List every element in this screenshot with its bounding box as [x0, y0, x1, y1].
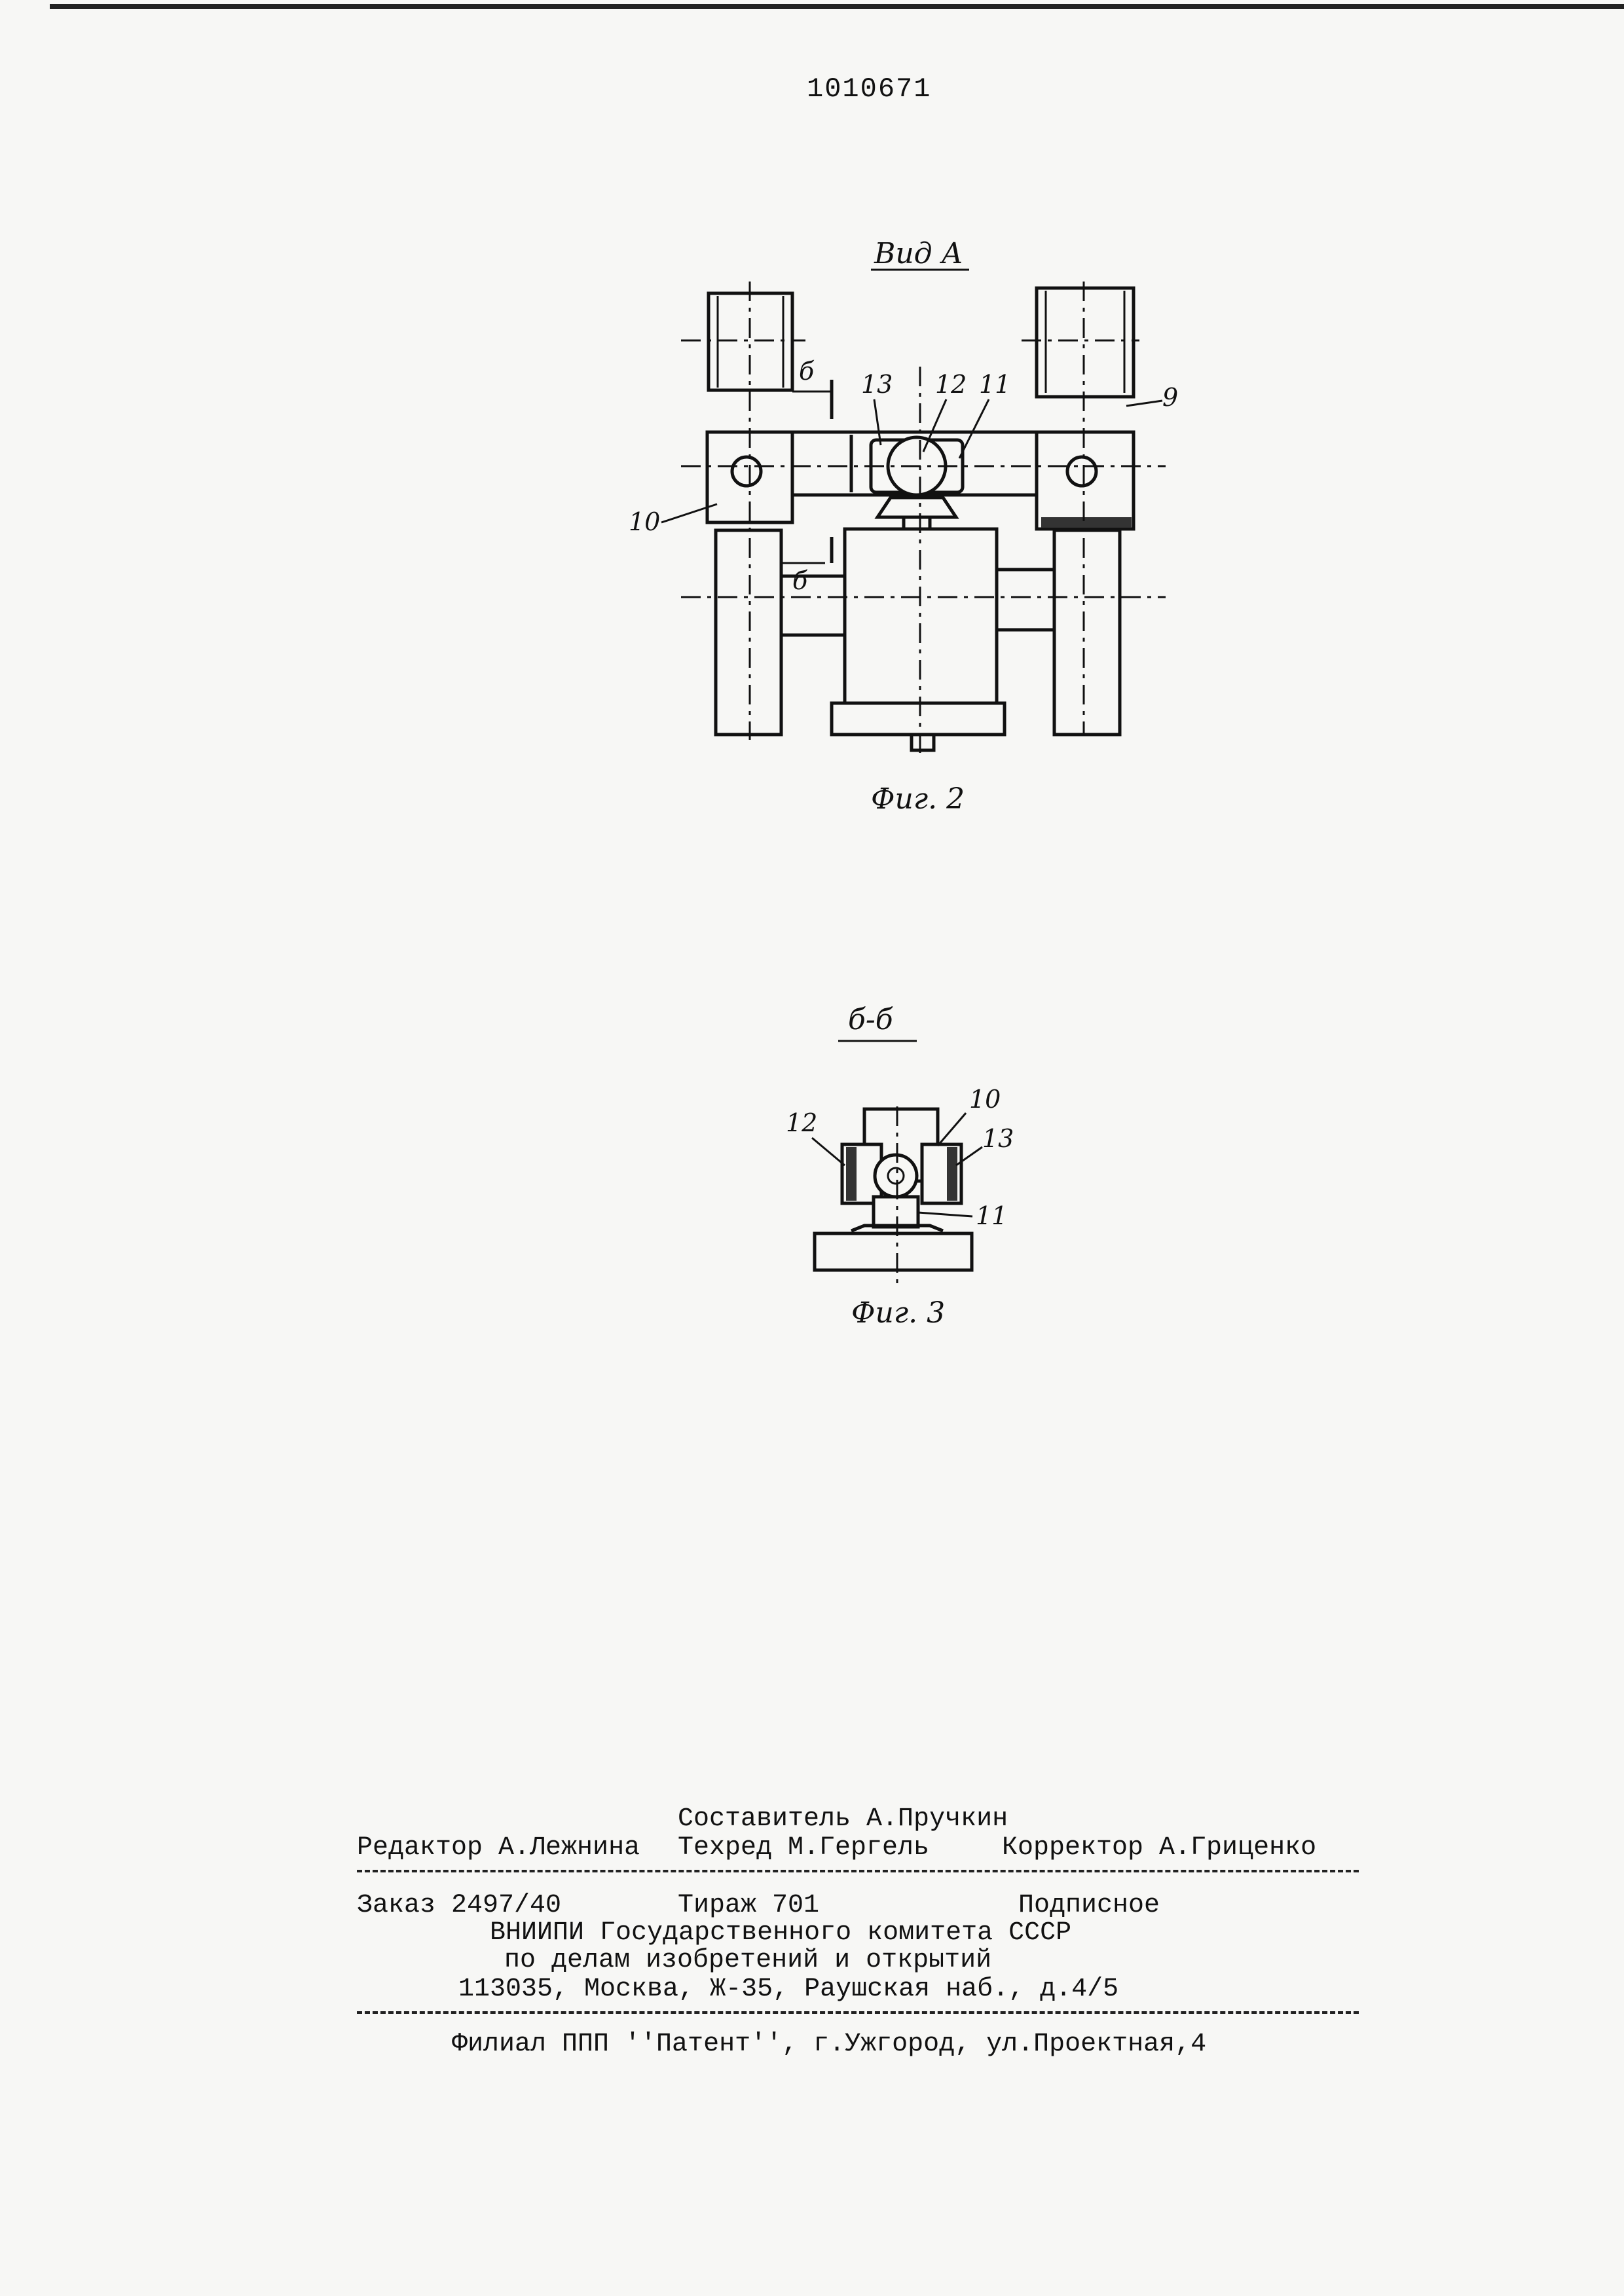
- motor-shaft: [912, 735, 934, 750]
- right-upper-wheel: [1037, 288, 1134, 397]
- label-13: 13: [861, 370, 893, 399]
- compiler-line: Составитель А.Пручкин: [678, 1804, 1008, 1834]
- patent-number: 1010671: [807, 73, 931, 105]
- imprint-rule-1: [357, 1870, 1359, 1872]
- label-10: 10: [629, 507, 660, 536]
- section-mark-bottom: б: [792, 566, 808, 595]
- section-bb-label: б-б: [848, 1003, 893, 1036]
- branch-line: Филиал ППП ''Патент'', г.Ужгород, ул.Проектная,4: [452, 2030, 1206, 2059]
- hatched-plate: [1041, 517, 1132, 528]
- subscription: Подписное: [1018, 1891, 1160, 1920]
- pivot-pin: [875, 1155, 917, 1197]
- imprint-rule-2: [357, 2011, 1359, 2014]
- joint-block: [874, 1197, 918, 1227]
- left-cross-tube: [781, 576, 847, 635]
- fig3-label-13: 13: [982, 1124, 1014, 1153]
- fig3-label-10: 10: [969, 1085, 1001, 1114]
- figure-2-drawing: [629, 237, 1178, 816]
- base-plate: [815, 1233, 972, 1270]
- motor-base: [832, 703, 1005, 735]
- figure-2-caption: Фиг. 2: [871, 782, 965, 816]
- fig3-label-11: 11: [976, 1201, 1007, 1230]
- fig3-label-12: 12: [786, 1108, 817, 1137]
- right-bracket: [1037, 432, 1134, 529]
- circulation: Тираж 701: [678, 1891, 819, 1920]
- figure-3-caption: Фиг. 3: [851, 1296, 945, 1330]
- label-9: 9: [1162, 383, 1178, 412]
- figure-3-drawing: [786, 1003, 1014, 1330]
- view-a-label: Вид А: [874, 237, 963, 270]
- org-line-2: по делам изобретений и открытий: [504, 1946, 991, 1975]
- joint-base-11: [877, 498, 956, 517]
- label-12: 12: [935, 370, 967, 399]
- editor: Редактор А.Лежнина: [357, 1833, 640, 1863]
- right-lower-leg: [1054, 530, 1120, 735]
- right-cross-tube: [995, 570, 1054, 630]
- left-lower-leg: [716, 530, 781, 735]
- order-number: Заказ 2497/40: [357, 1891, 561, 1920]
- label-11: 11: [979, 370, 1010, 399]
- address: 113035, Москва, Ж-35, Раушская наб., д.4/5: [458, 1975, 1118, 2004]
- section-mark-top: б: [799, 357, 815, 386]
- techred: Техред М.Гергель: [678, 1833, 929, 1863]
- corrector: Корректор А.Гриценко: [1002, 1833, 1316, 1863]
- org-line-1: ВНИИПИ Государственного комитета СССР: [490, 1918, 1071, 1948]
